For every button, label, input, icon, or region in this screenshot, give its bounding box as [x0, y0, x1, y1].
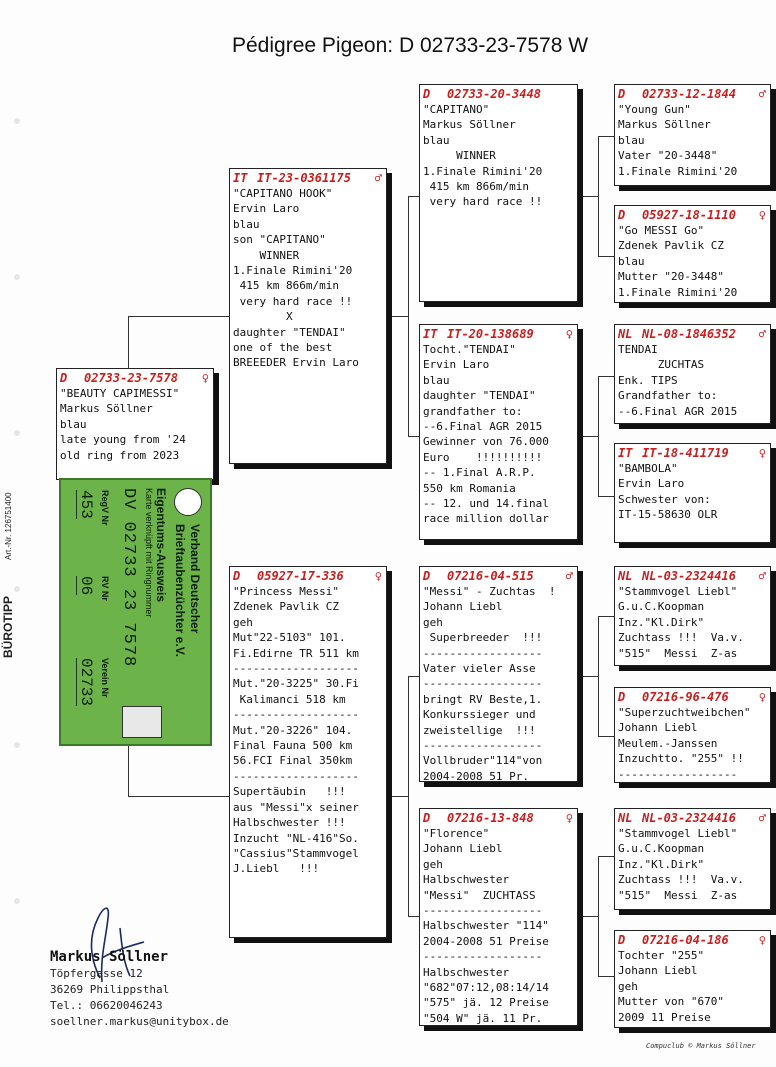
ring-country-code: D	[618, 690, 626, 704]
card-line: "Stammvogel Liebl"	[618, 585, 738, 598]
owner-phone: Tel.: 06620046243	[50, 999, 163, 1012]
card-line: ------------------	[423, 904, 543, 918]
card-line: X	[233, 310, 293, 324]
ring-country-code: D	[423, 811, 431, 825]
card-line: Inzucht "NL-416"So.	[233, 831, 359, 845]
card-line: ZUCHTAS	[618, 358, 705, 372]
punch-hole	[14, 118, 20, 124]
sex-symbol: ♀	[758, 446, 766, 460]
card-line: blau	[423, 373, 450, 387]
card-line: Mut."20-3226" 104.	[233, 723, 353, 737]
ring-country-code: D	[618, 933, 626, 947]
card-header	[618, 208, 770, 222]
pedigree-card-sire-dam	[419, 324, 578, 540]
card-header	[60, 371, 213, 385]
pedigree-card-dam-sire-dam	[614, 687, 771, 783]
card-line: Superbreeder !!!	[423, 631, 543, 645]
card-line: blau	[423, 133, 450, 147]
card-line: "515" Messi Z-as	[618, 888, 738, 902]
card-line: zweistellige !!!	[423, 723, 536, 737]
card-line: "CAPITANO"	[423, 103, 490, 116]
pedigree-card-sire-sire-sire	[614, 84, 771, 186]
card-line: 1.Finale Rimini'20	[423, 164, 543, 178]
card-line: ------------------	[618, 767, 738, 781]
ring-country-code: IT	[233, 171, 248, 185]
ring-country-code: NL	[618, 811, 633, 825]
card-line: Zdenek Pavlik CZ	[233, 600, 339, 614]
sex-symbol: ♀	[758, 933, 766, 947]
pedigree-card-dam-dam-sire	[614, 808, 771, 910]
card-line: Vollbruder"114"von	[423, 754, 543, 768]
card-title: Eigentums-Ausweis	[154, 488, 168, 603]
ring-country-code: D	[60, 371, 68, 385]
card-line: -------------------	[233, 662, 359, 676]
ring-number: IT-23-0361175	[257, 171, 351, 185]
card-line: Halbschwester	[423, 965, 510, 979]
card-line: "Go MESSI Go"	[618, 224, 705, 237]
ring-country-code: D	[618, 208, 626, 222]
pedigree-card-dam	[229, 566, 387, 938]
ownership-card	[59, 478, 212, 746]
card-line: ------------------	[423, 677, 543, 691]
card-header	[618, 446, 770, 460]
ring-number: 05927-18-1110	[642, 208, 736, 222]
ring-number: NL-03-2324416	[642, 811, 736, 825]
card-line: 550 km Romania	[423, 481, 516, 495]
ring-number: 07216-04-186	[642, 933, 729, 947]
card-header	[618, 690, 770, 704]
card-line: Ervin Laro	[423, 358, 490, 372]
pedigree-card-subject	[56, 368, 214, 480]
card-line: Johann Liebl	[423, 842, 503, 856]
card-line: Supertäubin !!!	[233, 785, 346, 799]
card-line: geh	[618, 979, 638, 993]
punch-hole	[14, 430, 20, 436]
pedigree-card-sire-dam-sire	[614, 324, 771, 424]
card-line: Halbschwester "114"	[423, 919, 549, 933]
sex-symbol: ♂	[758, 811, 766, 825]
card-line: ------------------	[423, 646, 543, 660]
card-line: "515" Messi Z-as	[618, 646, 738, 660]
ring-country-code: NL	[618, 327, 633, 341]
card-line: daughter "TENDAI"	[423, 389, 536, 403]
sex-symbol: ♀	[565, 327, 573, 341]
owner-photo	[122, 706, 162, 738]
card-line: very hard race !!	[423, 195, 543, 209]
card-line: old ring from 2023	[60, 448, 180, 462]
card-line: blau	[60, 417, 87, 431]
card-line: Markus Söllner	[423, 118, 516, 132]
connector-line	[578, 916, 599, 917]
ring-country-code: IT	[618, 446, 633, 460]
card-line: "Messi" ZUCHTASS	[423, 888, 536, 902]
card-line: Meulem.-Janssen	[618, 736, 718, 750]
card-line: Final Fauna 500 km	[233, 739, 353, 753]
card-header	[233, 171, 386, 185]
card-line: "575" jä. 12 Preise	[423, 996, 549, 1010]
pedigree-card-dam-sire-sire	[614, 566, 771, 666]
connector-line	[128, 316, 232, 317]
ring-number: 02733-20-3448	[447, 87, 541, 101]
article-number: Art.-Nr. 126751400	[4, 492, 13, 560]
verein-label: Verein Nr	[100, 658, 110, 698]
card-line: race million dollar	[423, 512, 549, 526]
card-line: 415 km 866m/min	[233, 279, 339, 293]
card-line: -- 1.Final A.R.P.	[423, 466, 536, 480]
pedigree-card-sire-sire	[419, 84, 578, 302]
card-line: Konkurssieger und	[423, 708, 536, 722]
card-line: Tocht."TENDAI"	[423, 343, 516, 356]
card-line: Johann Liebl	[618, 721, 698, 735]
card-line: J.Liebl !!!	[233, 862, 320, 876]
card-line: Vater "20-3448"	[618, 149, 718, 163]
association-logo-icon	[174, 488, 202, 516]
card-header	[423, 811, 577, 825]
brand-label: BÜROTIPP	[1, 595, 15, 658]
sex-symbol: ♂	[758, 569, 766, 583]
pedigree-card-dam-dam	[419, 808, 578, 1026]
sex-symbol: ♂	[758, 327, 766, 341]
sex-symbol: ♀	[565, 811, 573, 825]
ring-number: 02733-12-1844	[642, 87, 736, 101]
ring-number: 07216-04-515	[447, 569, 534, 583]
card-line: Halbschwester	[423, 873, 510, 887]
card-line: G.u.C.Koopman	[618, 600, 705, 614]
association-name-2: Brieftaubenzüchter e.V.	[173, 524, 187, 657]
owner-name: Markus Söllner	[50, 949, 169, 965]
ring-number: 05927-17-336	[257, 569, 344, 583]
connector-line	[128, 746, 129, 796]
card-line: --6.Final AGR 2015	[618, 404, 738, 418]
rv-label: RV Nr	[100, 576, 110, 601]
card-line: blau	[618, 254, 645, 268]
card-header	[618, 933, 770, 947]
card-line: "Cassius"Stammvogel	[233, 846, 359, 860]
card-line: 1.Finale Rimini'20	[233, 264, 353, 278]
connector-line	[578, 676, 599, 677]
ring-number: NL-03-2324416	[642, 569, 736, 583]
card-line: Zuchtass !!! Va.v.	[618, 631, 744, 645]
regv-value: 453	[77, 490, 95, 519]
card-line: Ervin Laro	[618, 477, 685, 491]
card-line: Tochter "255"	[618, 949, 705, 962]
connector-line	[598, 136, 615, 137]
card-line: Mutter "20-3448"	[618, 270, 724, 284]
card-line: Grandfather to:	[618, 389, 718, 403]
connector-line	[578, 436, 599, 437]
association-name: Verband Deutscher	[188, 524, 202, 634]
card-line: Markus Söllner	[60, 402, 153, 416]
ring-country-code: D	[233, 569, 241, 583]
card-line: son "CAPITANO"	[233, 233, 326, 247]
card-line: 415 km 866m/min	[423, 180, 529, 194]
card-line: Mutter von "670"	[618, 995, 724, 1009]
footer-credit: Compuclub © Markus Söllner	[646, 1042, 756, 1050]
ring-number: IT-20-138689	[447, 327, 534, 341]
connector-line	[598, 256, 615, 257]
owner-city: 36269 Philippsthal	[50, 983, 170, 996]
connector-line	[386, 316, 409, 317]
card-line: blau	[233, 217, 260, 231]
card-line: Gewinner von 76.000	[423, 435, 549, 449]
punch-hole	[14, 586, 20, 592]
connector-line	[386, 796, 409, 797]
card-line: 2009 11 Preise	[618, 1010, 711, 1024]
connector-line	[598, 496, 615, 497]
punch-hole	[14, 742, 20, 748]
owner-email: soellner.markus@unitybox.de	[50, 1015, 229, 1028]
punch-hole	[14, 274, 20, 280]
card-subtitle: Karte verknüpft mit Ringnummer	[144, 488, 154, 618]
card-header	[618, 327, 770, 341]
ring-country-code: D	[423, 87, 431, 101]
card-line: -------------------	[233, 769, 359, 783]
card-line: very hard race !!	[233, 294, 353, 308]
card-line: Zuchtass !!! Va.v.	[618, 873, 744, 887]
connector-line	[128, 796, 232, 797]
card-line: geh	[423, 615, 443, 629]
card-header	[618, 87, 770, 101]
connector-line	[598, 856, 615, 857]
card-line: "Superzuchtweibchen"	[618, 706, 751, 719]
card-line: ------------------	[423, 739, 543, 753]
card-line: Halbschwester !!!	[233, 816, 346, 830]
sex-symbol: ♂	[758, 87, 766, 101]
card-line: Johann Liebl	[618, 964, 698, 978]
card-line: Inzuchtto. "255" !!	[618, 752, 744, 766]
card-line: "504 W" jä. 11 Pr.	[423, 1011, 543, 1025]
pedigree-card-sire-sire-dam	[614, 205, 771, 303]
ring-number: 07216-13-848	[447, 811, 534, 825]
card-line: 1.Finale Rimini'20	[618, 285, 738, 299]
card-line: late young from '24	[60, 433, 186, 447]
ring-country-code: D	[423, 569, 431, 583]
card-line: 56.FCI Final 350km	[233, 754, 353, 768]
card-line: "Young Gun"	[618, 103, 691, 116]
ring-country-code: IT	[423, 327, 438, 341]
sex-symbol	[573, 87, 577, 101]
card-line: "Florence"	[423, 827, 490, 840]
sex-symbol: ♂	[565, 569, 573, 583]
owner-street: Töpfergasse 12	[50, 967, 143, 980]
card-line: Schwester von:	[618, 492, 711, 506]
card-line: TENDAI	[618, 343, 658, 356]
verein-value: 02733	[77, 658, 95, 707]
card-header	[423, 327, 577, 341]
card-line: daughter "TENDAI"	[233, 325, 346, 339]
ring-number: 07216-96-476	[642, 690, 729, 704]
card-header	[423, 87, 577, 101]
ring-country-code: D	[618, 87, 626, 101]
ring-number: NL-08-1846352	[642, 327, 736, 341]
card-line: Inz."Kl.Dirk"	[618, 857, 705, 871]
card-line: Euro !!!!!!!!!!	[423, 450, 543, 464]
pedigree-card-dam-sire	[419, 566, 578, 782]
sex-symbol: ♀	[758, 690, 766, 704]
card-line: "Messi" - Zuchtas !	[423, 585, 556, 598]
card-line: Johann Liebl	[423, 600, 503, 614]
card-line: Ervin Laro	[233, 202, 300, 216]
connector-line	[598, 736, 615, 737]
card-line: "BAMBOLA"	[618, 462, 678, 475]
card-line: Markus Söllner	[618, 118, 711, 132]
card-header	[233, 569, 386, 583]
card-line: -- 12. und 14.final	[423, 497, 549, 511]
punch-hole	[14, 898, 20, 904]
card-line: --6.Final AGR 2015	[423, 420, 543, 434]
connector-line	[578, 196, 599, 197]
card-line: "BEAUTY CAPIMESSI"	[60, 387, 180, 400]
card-ring-number: DV 02733 23 7578	[119, 488, 138, 668]
sex-symbol: ♀	[374, 569, 382, 583]
pedigree-card-sire	[229, 168, 387, 464]
card-line: one of the best	[233, 341, 333, 355]
card-line: ------------------	[423, 950, 543, 964]
card-header	[618, 811, 770, 825]
card-line: grandfather to:	[423, 404, 523, 418]
card-line: WINNER	[423, 149, 496, 163]
regv-label: RegV Nr	[100, 490, 110, 526]
card-line: Mut."20-3225" 30.Fi	[233, 677, 359, 691]
card-header	[618, 569, 770, 583]
pedigree-card-sire-dam-dam	[614, 443, 771, 543]
card-line: blau	[618, 133, 645, 147]
card-line: "682"07:12,08:14/14	[423, 981, 549, 995]
pedigree-card-dam-dam-dam	[614, 930, 771, 1028]
card-line: BREEEDER Ervin Laro	[233, 356, 359, 370]
card-line: bringt RV Beste,1.	[423, 692, 543, 706]
card-line: Enk. TIPS	[618, 373, 678, 387]
ring-number: IT-18-411719	[642, 446, 729, 460]
card-line: geh	[233, 615, 253, 629]
card-line: Inz."Kl.Dirk"	[618, 615, 705, 629]
sex-symbol: ♂	[374, 171, 382, 185]
card-line: Kalimanci 518 km	[233, 692, 346, 706]
ring-number: 02733-23-7578	[84, 371, 178, 385]
connector-line	[598, 376, 615, 377]
rv-value: 06	[77, 576, 95, 596]
card-line: Fi.Edirne TR 511 km	[233, 646, 359, 660]
card-line: 1.Finale Rimini'20	[618, 164, 738, 178]
connector-line	[598, 616, 615, 617]
owner-address	[50, 948, 229, 1030]
card-line: "Princess Messi"	[233, 585, 339, 598]
card-line: 2004-2008 51 Pr.	[423, 769, 529, 783]
card-line: Mut"22-5103" 101.	[233, 631, 346, 645]
page-title: Pédigree Pigeon: D 02733-23-7578 W	[232, 34, 589, 57]
sex-symbol: ♀	[201, 371, 209, 385]
card-line: IT-15-58630 OLR	[618, 508, 718, 522]
card-line: G.u.C.Koopman	[618, 842, 705, 856]
card-line: geh	[423, 857, 443, 871]
card-line: Zdenek Pavlik CZ	[618, 239, 724, 253]
card-line: aus "Messi"x seiner	[233, 800, 359, 814]
connector-line	[128, 316, 129, 368]
card-line: "CAPITANO HOOK"	[233, 187, 333, 200]
ring-country-code: NL	[618, 569, 633, 583]
connector-line	[598, 976, 615, 977]
card-header	[423, 569, 577, 583]
card-line: "Stammvogel Liebl"	[618, 827, 738, 840]
card-line: WINNER	[233, 248, 300, 262]
card-line: 2004-2008 51 Preise	[423, 934, 549, 948]
card-line: Vater vieler Asse	[423, 662, 536, 676]
sex-symbol: ♀	[758, 208, 766, 222]
card-line: -------------------	[233, 708, 359, 722]
